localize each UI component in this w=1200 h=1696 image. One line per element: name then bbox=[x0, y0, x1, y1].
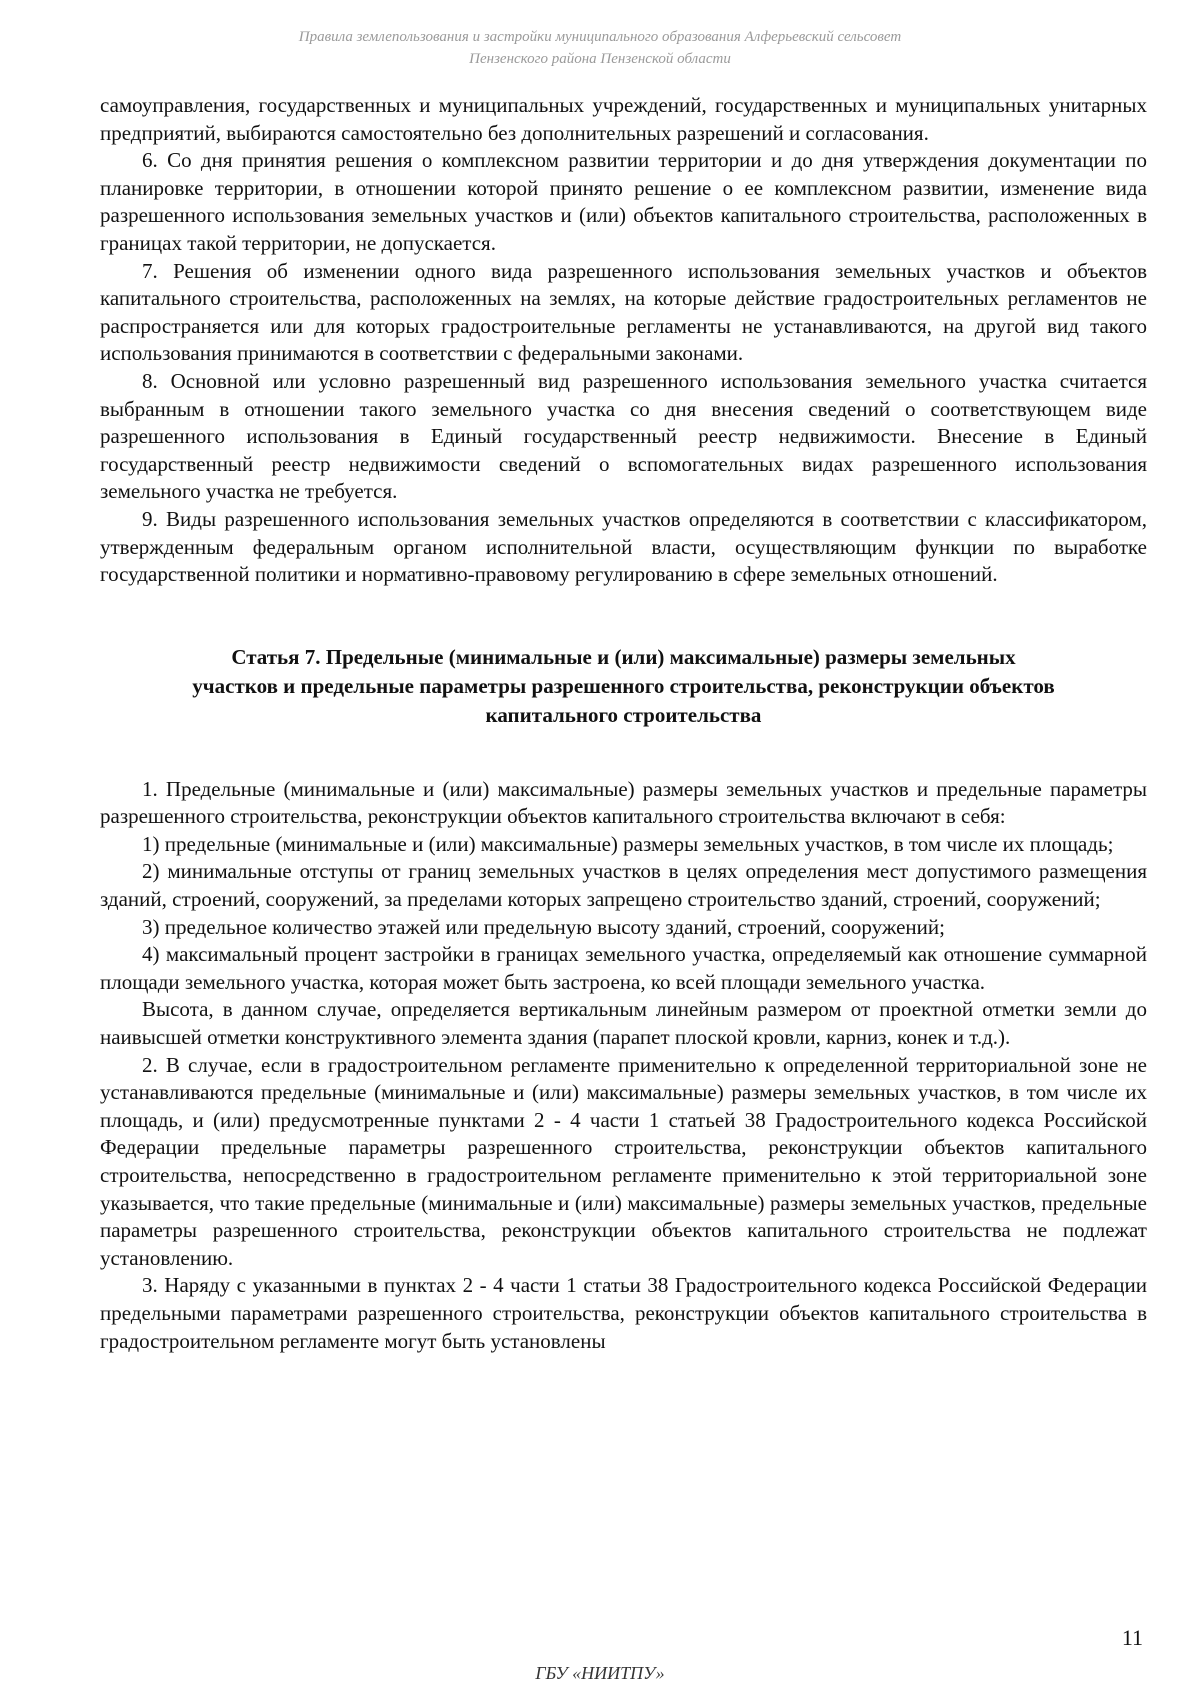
paragraph-8: 8. Основной или условно разрешенный вид разрешенного использования земельного участка считается выбранным в отношении такого земельного участка со дня внесения сведений о соответствующем виде разрешенного использования в Единый государственный реестр недвижимости. Внесение в Единый государственный реестр недвижимости сведений о вспомогательных видах разрешенного использования земельного участка не требуется. bbox=[100, 368, 1147, 504]
article-item-3: 3) предельное количество этажей или предельную высоту зданий, строений, сооружений; bbox=[142, 914, 945, 939]
header-line-2: Пензенского района Пензенской области bbox=[469, 51, 731, 67]
article-paragraph-height: Высота, в данном случае, определяется вертикальным линейным размером от проектной отметки земли до наивысшей отметки конструктивного элемента здания (парапет плоской кровли, карниз, конек и т.д.). bbox=[100, 997, 1147, 1050]
page-number: 11 bbox=[1121, 1625, 1143, 1650]
article-paragraph-3: 3. Наряду с указанными в пунктах 2 - 4 части 1 статьи 38 Градостроительного кодекса Российской Федерации предельными параметрами разрешенного строительства, реконструкции объектов капитального строительства в градостроительном регламенте могут быть установлены bbox=[100, 1273, 1147, 1353]
article-title-line-2: участков и предельные параметры разрешенного строительства, реконструкции объектов bbox=[192, 673, 1055, 698]
article-title-line-3: капитального строительства bbox=[485, 702, 762, 727]
article-item-1: 1) предельные (минимальные и (или) максимальные) размеры земельных участков, в том числе их площадь; bbox=[142, 831, 1114, 856]
article-title-line-1: Статья 7. Предельные (минимальные и (или) максимальные) размеры земельных bbox=[231, 644, 1016, 669]
article-paragraph-2: 2. В случае, если в градостроительном регламенте применительно к определенной территориальной зоне не устанавливаются предельные (минимальные и (или) максимальные) размеры земельных участков, в том числе их площадь, и (или) предусмотренные пунктами 2 - 4 части 1 статьей 38 Градостроительного кодекса Российской Федерации предельные параметры разрешенного строительства, реконструкции объектов капитального строительства, непосредственно в градостроительном регламенте применительно к этой территориальной зоне указывается, что такие предельные (минимальные и (или) максимальные) размеры земельных участков, предельные параметры разрешенного строительства, реконструкции объектов капитального строительства не подлежат установлению. bbox=[100, 1052, 1147, 1270]
page-footer: ГБУ «НИИТПУ» bbox=[535, 1663, 665, 1683]
article-7-title bbox=[100, 643, 1147, 730]
paragraph-6: 6. Со дня принятия решения о комплексном развитии территории и до дня утверждения документации по планировке территории, в отношении которой принято решение о ее комплексном развитии, изменение вида разрешенного использования земельных участков и (или) объектов капитального строительства, расположенных в границах такой территории, не допускается. bbox=[100, 148, 1147, 255]
article-item-4: 4) максимальный процент застройки в границах земельного участка, определяемый как отношение суммарной площади земельного участка, которая может быть застроена, ко всей площади земельного участка. bbox=[100, 942, 1147, 994]
paragraph-7: 7. Решения об изменении одного вида разрешенного использования земельных участков и объектов капитального строительства, расположенных на землях, на которые действие градостроительных регламентов не распространяется или для которых градостроительные регламенты не устанавливаются, на другой вид такого использования принимаются в соответствии с федеральными законами. bbox=[100, 258, 1147, 366]
paragraph-continuation: самоуправления, государственных и муниципальных учреждений, государственных и муниципальных унитарных предприятий, выбираются самостоятельно без дополнительных разрешений и согласования. bbox=[100, 93, 1147, 145]
page-header bbox=[0, 26, 1200, 70]
document-body bbox=[100, 92, 1147, 1355]
article-item-2: 2) минимальные отступы от границ земельных участков в целях определения мест допустимого размещения зданий, строений, сооружений, за пределами которых запрещено строительство зданий, строений, сооружений; bbox=[100, 859, 1147, 912]
paragraph-9: 9. Виды разрешенного использования земельных участков определяются в соответствии с классификатором, утвержденным федеральным органом исполнительной власти, осуществляющим функции по выработке государственной политики и нормативно-правовому регулированию в сфере земельных отношений. bbox=[100, 506, 1147, 587]
article-paragraph-1: 1. Предельные (минимальные и (или) максимальные) размеры земельных участков и предельные параметры разрешенного строительства, реконструкции объектов капитального строительства включают в себя: bbox=[100, 776, 1147, 829]
header-line-1: Правила землепользования и застройки муниципального образования Алферьевский сельсовет bbox=[298, 29, 902, 45]
